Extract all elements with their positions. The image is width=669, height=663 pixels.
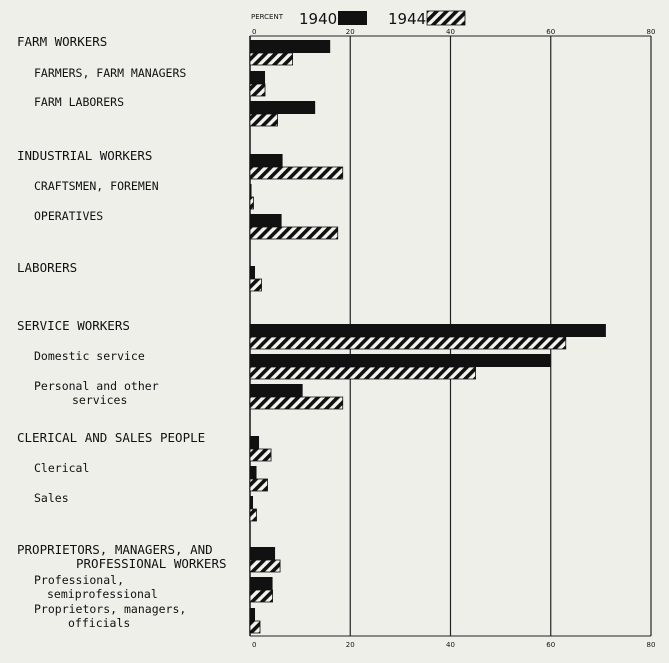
bar-1944 bbox=[250, 367, 476, 379]
bar-1944 bbox=[250, 590, 273, 602]
bar-1944 bbox=[250, 397, 343, 409]
category-label: FARMERS, FARM MANAGERS bbox=[34, 66, 187, 80]
bar-1940 bbox=[250, 324, 606, 337]
bar-1940 bbox=[250, 40, 330, 53]
bar-1940 bbox=[250, 608, 255, 621]
bar-1944 bbox=[250, 167, 343, 179]
bar-1940 bbox=[250, 101, 315, 114]
category-label: Proprietors, managers, bbox=[34, 602, 187, 616]
category-label: OPERATIVES bbox=[34, 209, 104, 223]
category-label: FARM WORKERS bbox=[17, 34, 108, 49]
category-label: LABORERS bbox=[17, 260, 78, 275]
tick-label-top: 20 bbox=[345, 28, 355, 36]
bar-1940 bbox=[250, 547, 275, 560]
bar-1944 bbox=[250, 560, 280, 572]
bar-1940 bbox=[250, 496, 253, 509]
tick-label-bottom: 0 bbox=[252, 641, 257, 649]
tick-label-top: 0 bbox=[252, 28, 257, 36]
category-label: CRAFTSMEN, FOREMEN bbox=[34, 179, 159, 193]
category-label: semiprofessional bbox=[47, 587, 158, 601]
category-label: PROPRIETORS, MANAGERS, AND bbox=[17, 542, 213, 557]
legend-swatch-1944 bbox=[427, 11, 465, 25]
bar-1940 bbox=[250, 266, 255, 279]
category-label: Clerical bbox=[34, 461, 90, 475]
category-label: officials bbox=[68, 616, 131, 630]
tick-label-bottom: 60 bbox=[546, 641, 556, 649]
bar-1940 bbox=[250, 214, 282, 227]
tick-label-top: 60 bbox=[546, 28, 556, 36]
tick-label-bottom: 80 bbox=[646, 641, 656, 649]
category-label: Personal and other bbox=[34, 379, 159, 393]
tick-label-bottom: 40 bbox=[446, 641, 455, 649]
bar-1940 bbox=[250, 354, 551, 367]
bar-1944 bbox=[250, 227, 338, 239]
category-label: PROFESSIONAL WORKERS bbox=[76, 556, 227, 571]
category-label: Domestic service bbox=[34, 349, 145, 363]
category-label: INDUSTRIAL WORKERS bbox=[17, 148, 153, 163]
tick-label-top: 40 bbox=[446, 28, 455, 36]
bar-1944 bbox=[250, 197, 254, 209]
category-label: CLERICAL AND SALES PEOPLE bbox=[17, 430, 206, 445]
category-label: SERVICE WORKERS bbox=[17, 318, 130, 333]
bar-1944 bbox=[250, 509, 257, 521]
tick-label-top: 80 bbox=[646, 28, 656, 36]
bar-1940 bbox=[250, 384, 303, 397]
bar-1944 bbox=[250, 114, 278, 126]
legend-label-1944: 1944 bbox=[388, 10, 427, 28]
bar-1940 bbox=[250, 577, 273, 590]
bar-1940 bbox=[250, 71, 265, 84]
bar-1944 bbox=[250, 84, 265, 96]
category-label: Sales bbox=[34, 491, 69, 505]
bar-1944 bbox=[250, 621, 260, 633]
tick-label-bottom: 20 bbox=[345, 641, 355, 649]
category-label: Professional, bbox=[34, 573, 125, 587]
bar-1944 bbox=[250, 449, 271, 461]
category-label: services bbox=[72, 393, 128, 407]
axis-label-percent: PERCENT bbox=[251, 13, 283, 21]
bar-1940 bbox=[250, 184, 252, 197]
legend-swatch-1940 bbox=[338, 11, 367, 25]
bar-1940 bbox=[250, 436, 259, 449]
bar-1940 bbox=[250, 154, 283, 167]
bar-1944 bbox=[250, 479, 268, 491]
category-label: FARM LABORERS bbox=[34, 95, 125, 109]
bar-1944 bbox=[250, 279, 262, 291]
bar-1944 bbox=[250, 53, 293, 65]
bar-1940 bbox=[250, 466, 257, 479]
legend-label-1940: 1940 bbox=[299, 10, 338, 28]
bar-1944 bbox=[250, 337, 566, 349]
